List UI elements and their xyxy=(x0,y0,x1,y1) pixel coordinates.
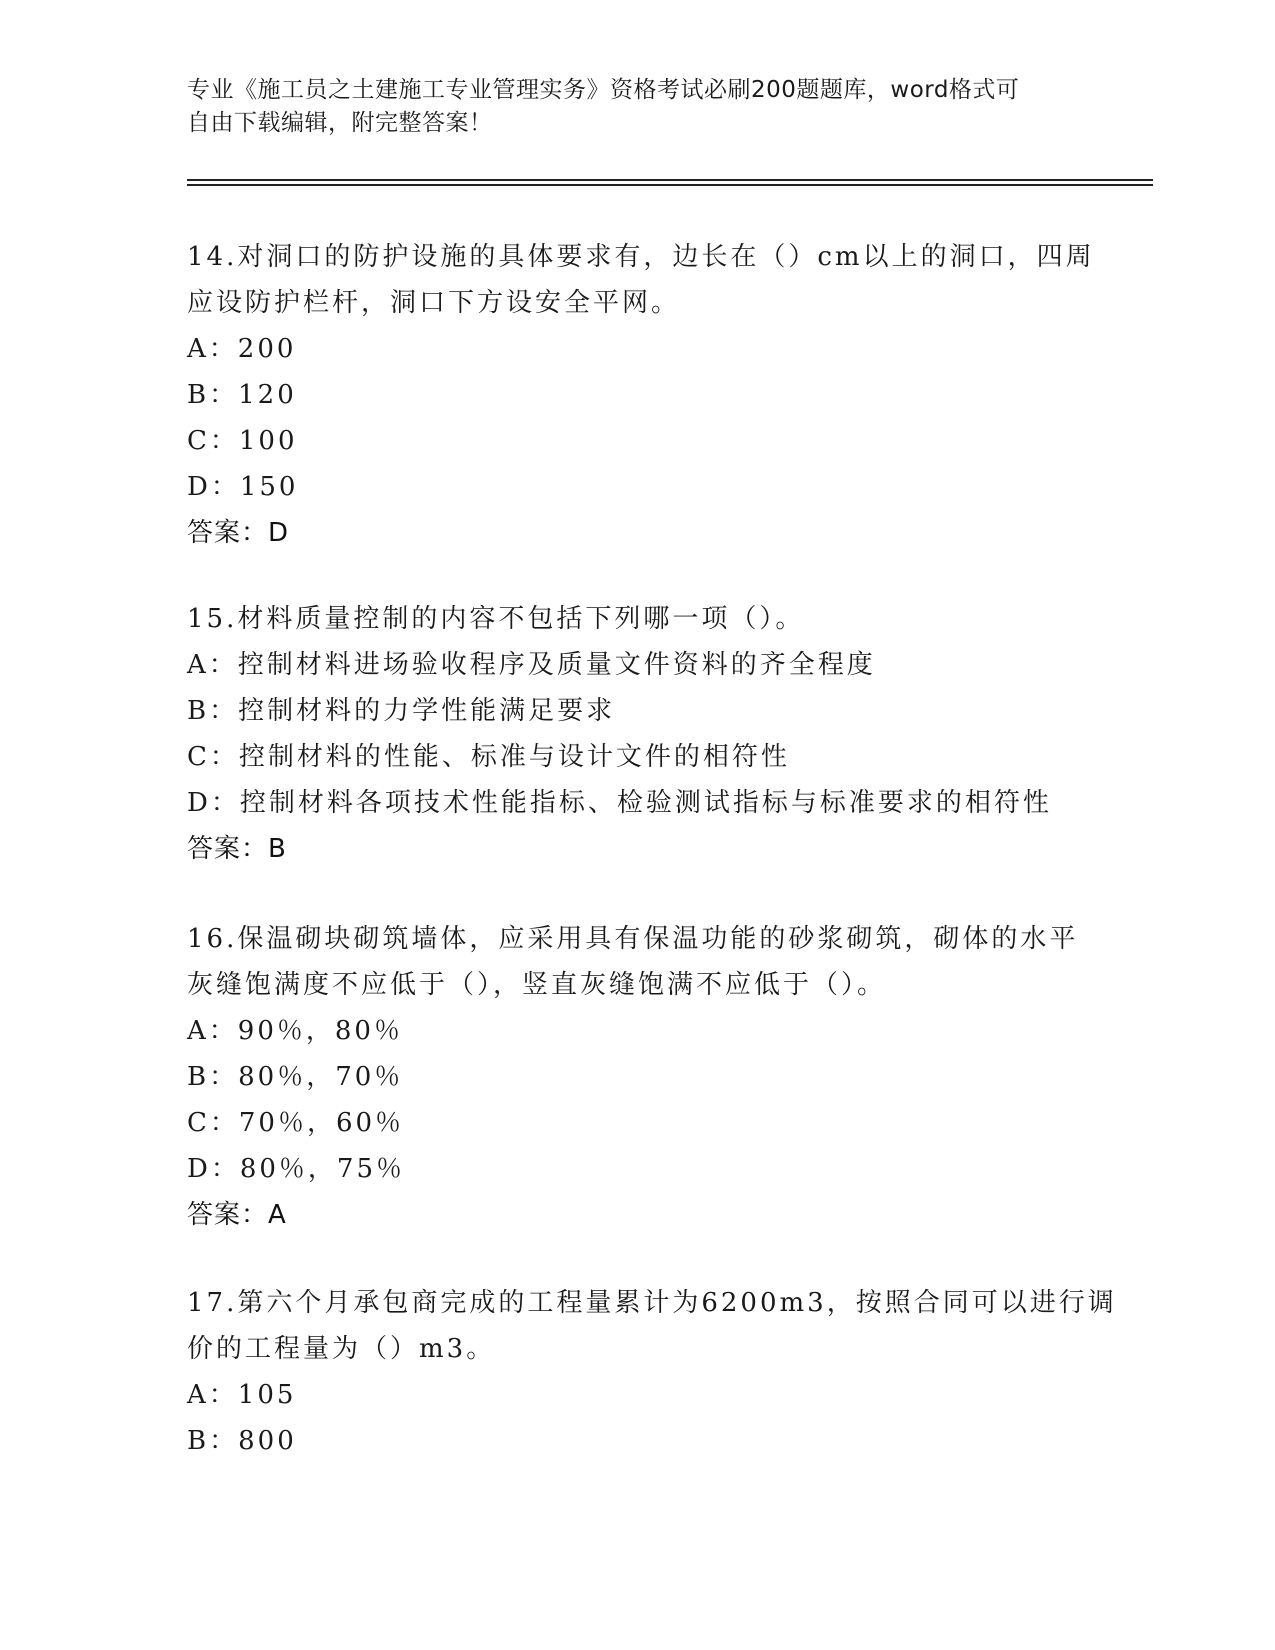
question-stem-line: 应设防护栏杆，洞口下方设安全平网。 xyxy=(187,288,681,318)
question-stem-line: 14.对洞口的防护设施的具体要求有，边长在（）cm以上的洞口，四周 xyxy=(187,242,1095,272)
option-a: A：控制材料进场验收程序及质量文件资料的齐全程度 xyxy=(187,650,876,680)
question-stem-line: 价的工程量为（）m3。 xyxy=(187,1334,496,1364)
question-17 xyxy=(187,1280,1117,1464)
option-c: C：控制材料的性能、标准与设计文件的相符性 xyxy=(187,742,790,772)
option-a: A：200 xyxy=(187,334,297,364)
option-d: D：80％，75％ xyxy=(187,1154,406,1184)
answer-line: 答案：A xyxy=(187,1200,287,1230)
question-stem-line: 16.保温砌块砌筑墙体，应采用具有保温功能的砂浆砌筑，砌体的水平 xyxy=(187,924,1079,954)
answer-line: 答案：B xyxy=(187,834,287,864)
document-header xyxy=(187,74,1067,140)
option-a: A：105 xyxy=(187,1380,297,1410)
option-c: C：100 xyxy=(187,426,298,456)
header-divider-bottom xyxy=(187,184,1153,186)
header-line-2: 自由下载编辑，附完整答案！ xyxy=(187,110,493,136)
option-b: B：控制材料的力学性能满足要求 xyxy=(187,696,616,726)
header-line-1: 专业《施工员之土建施工专业管理实务》资格考试必刷200题题库，word格式可 xyxy=(187,77,1020,103)
option-d: D：150 xyxy=(187,472,299,502)
header-divider-top xyxy=(187,179,1153,181)
question-stem-line: 灰缝饱满度不应低于（），竖直灰缝饱满不应低于（）。 xyxy=(187,970,887,1000)
question-stem-line: 17.第六个月承包商完成的工程量累计为6200m3，按照合同可以进行调 xyxy=(187,1288,1117,1318)
answer-line: 答案：D xyxy=(187,518,290,548)
option-b: B：800 xyxy=(187,1426,297,1456)
question-14 xyxy=(187,234,1095,556)
option-d: D：控制材料各项技术性能指标、检验测试指标与标准要求的相符性 xyxy=(187,788,1052,818)
question-16 xyxy=(187,916,1087,1238)
question-15 xyxy=(187,596,1087,872)
option-b: B：80％，70％ xyxy=(187,1062,404,1092)
option-a: A：90％，80％ xyxy=(187,1016,403,1046)
question-stem-line: 15.材料质量控制的内容不包括下列哪一项（）。 xyxy=(187,604,805,634)
option-c: C：70％，60％ xyxy=(187,1108,405,1138)
option-b: B：120 xyxy=(187,380,297,410)
